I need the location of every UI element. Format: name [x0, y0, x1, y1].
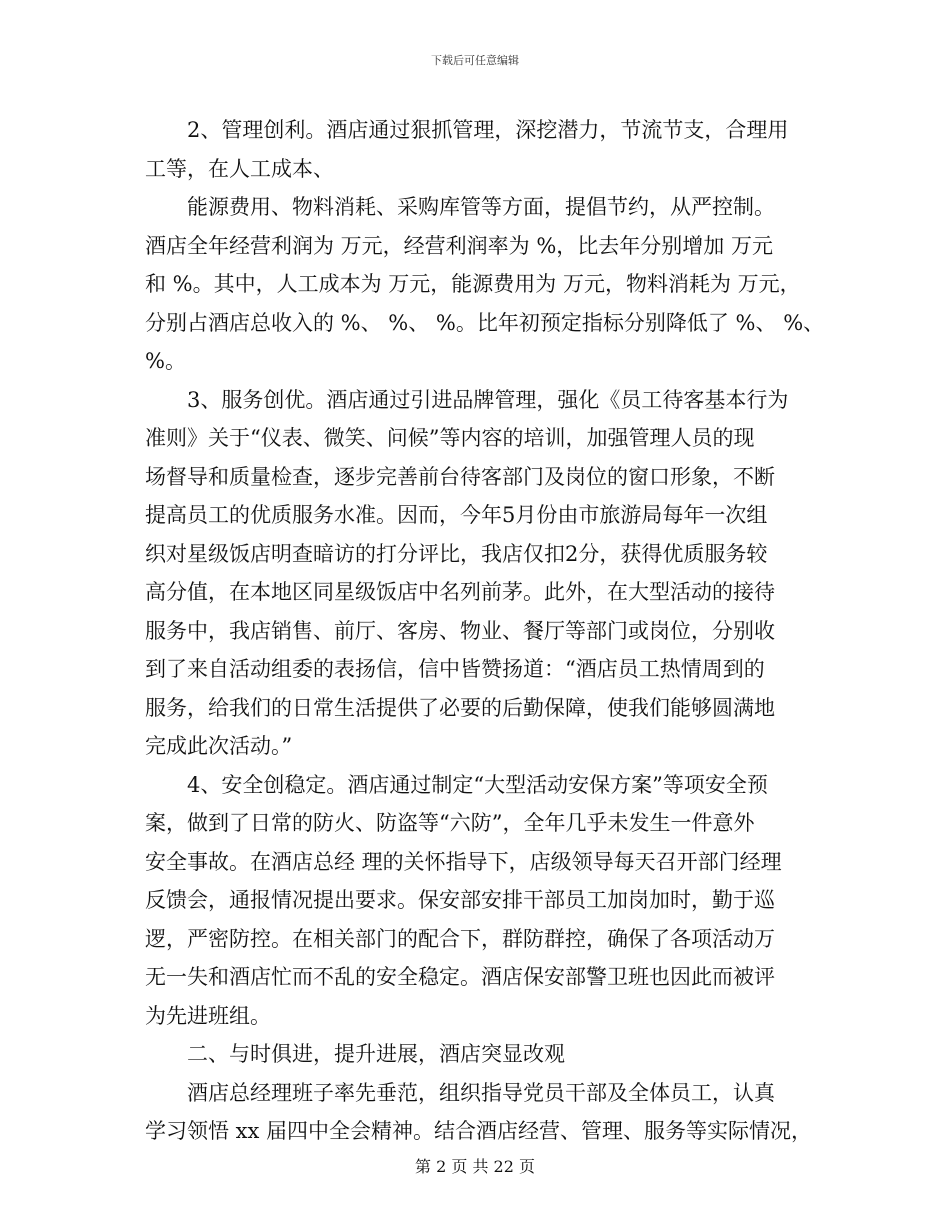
text-line: 织对星级饭店明查暗访的打分评比，我店仅扣2分，获得优质服务较 [145, 541, 768, 566]
text-line: 服务中，我店销售、前厅、客房、物业、餐厅等部门或岗位，分别收 [145, 618, 775, 643]
text-line: 酒店总经理班子率先垂范，组织指导党员干部及全体员工，认真 [187, 1080, 775, 1105]
text-line: 安全事故。在酒店总经 理的关怀指导下，店级领导每天召开部门经理 [145, 849, 782, 874]
text-line: 工等，在人工成本、 [145, 156, 334, 181]
text-line: 高分值，在本地区同星级饭店中名列前茅。此外，在大型活动的接待 [145, 580, 775, 604]
text-line: 服务，给我们的日常生活提供了必要的后勤保障，使我们能够圆满地 [145, 695, 775, 720]
header-note: 下载后可任意编辑 [431, 54, 519, 67]
text-line: %。 [145, 349, 186, 373]
text-line: 4、安全创稳定。酒店通过制定“大型活动安保方案”等项安全预 [187, 772, 768, 797]
text-line: 案，做到了日常的防火、防盗等“六防”，全年几乎未发生一件意外 [145, 811, 755, 835]
text-line: 到了来自活动组委的表扬信，信中皆赞扬道：“酒店员工热情周到的 [145, 657, 765, 681]
text-line: 场督导和质量检查，逐步完善前台待客部门及岗位的窗口形象，不断 [145, 464, 775, 489]
text-line: 2、管理创利。酒店通过狠抓管理，深挖潜力，节流节支，合理用 [187, 118, 789, 142]
text-line: 学习领悟 xx 届四中全会精神。结合酒店经营、管理、服务等实际情况， [145, 1119, 813, 1143]
text-line: 酒店全年经营利润为 万元，经营利润率为 %，比去年分别增加 万元 [145, 233, 773, 258]
page-footer: 第 2 页 共 22 页 [415, 1157, 535, 1176]
text-line: 提高员工的优质服务水准。因而，今年5月份由市旅游局每年一次组 [145, 503, 768, 527]
document-body [145, 111, 825, 1151]
text-line: 分别占酒店总收入的 %、 %、 %。比年初预定指标分别降低了 %、 %、 [145, 310, 825, 335]
text-line: 无一失和酒店忙而不乱的安全稳定。酒店保安部警卫班也因此而被评 [145, 965, 775, 989]
text-line: 逻，严密防控。在相关部门的配合下，群防群控，确保了各项活动万 [145, 926, 775, 951]
text-line: 和 %。其中，人工成本为 万元，能源费用为 万元，物料消耗为 万元， [145, 272, 801, 296]
text-line: 反馈会，通报情况提出要求。保安部安排干部员工加岗加时，勤于巡 [145, 888, 775, 912]
section-heading: 二、与时俱进，提升进展，酒店突显改观 [187, 1042, 565, 1066]
text-line: 3、服务创优。酒店通过引进品牌管理，强化《员工待客基本行为 [187, 387, 789, 412]
text-line: 准则》关于“仪表、微笑、问候”等内容的培训，加强管理人员的现 [145, 426, 755, 450]
text-line: 为先进班组。 [145, 1003, 271, 1028]
text-line: 能源费用、物料消耗、采购库管等方面，提倡节约，从严控制。 [187, 195, 775, 219]
text-line: 完成此次活动。” [145, 734, 293, 758]
